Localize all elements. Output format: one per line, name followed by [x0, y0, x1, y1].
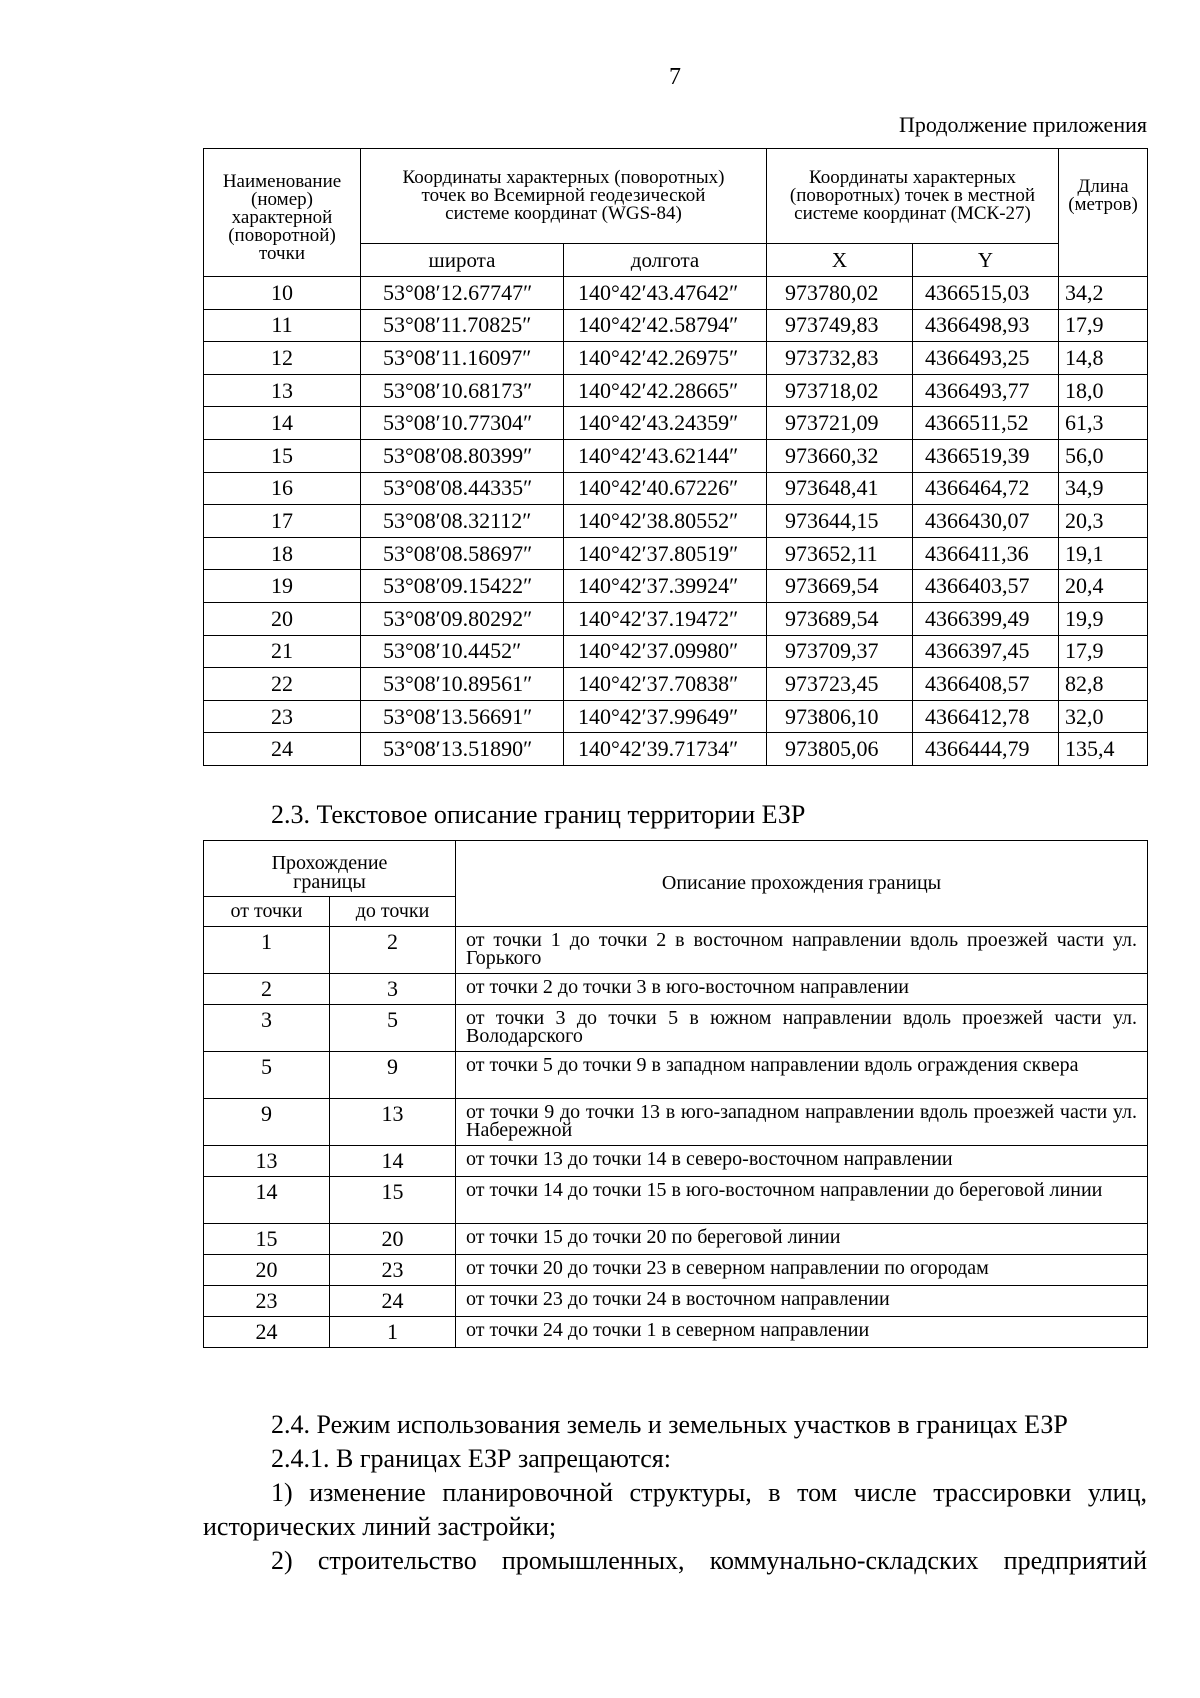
to-point-cell: 14: [330, 1146, 456, 1177]
boundary-row: [204, 1286, 1148, 1317]
header-wgs: Координаты характерных (поворотных) точек во Всемирной геодезической системе координат (WGS-84): [361, 149, 767, 244]
y-cell: 4366412,78: [913, 700, 1059, 733]
boundary-row: [204, 974, 1148, 1005]
coord-row: [204, 668, 1148, 701]
latitude-cell: 53°08′08.44335″: [361, 472, 564, 505]
header-passage: Прохождение границы: [204, 841, 456, 897]
boundary-row: [204, 1177, 1148, 1224]
length-cell: 19,9: [1059, 602, 1148, 635]
from-point-cell: 3: [204, 1005, 330, 1052]
to-point-cell: 3: [330, 974, 456, 1005]
from-point-cell: 15: [204, 1224, 330, 1255]
coord-row: [204, 277, 1148, 310]
latitude-cell: 53°08′08.80399″: [361, 439, 564, 472]
latitude-cell: 53°08′09.80292″: [361, 602, 564, 635]
boundary-description-cell: от точки 9 до точки 13 в юго-западном направлении вдоль проезжей части ул. Набережной: [456, 1099, 1148, 1146]
coord-row: [204, 602, 1148, 635]
longitude-cell: 140°42′37.39924″: [564, 570, 767, 603]
section-2-4-1-heading: 2.4.1. В границах ЕЗР запрещаются:: [271, 1444, 671, 1473]
boundary-description-cell: от точки 13 до точки 14 в северо-восточном направлении: [456, 1146, 1148, 1177]
length-cell: 19,1: [1059, 537, 1148, 570]
longitude-cell: 140°42′39.71734″: [564, 733, 767, 766]
point-number: 19: [204, 570, 361, 603]
y-cell: 4366511,52: [913, 407, 1059, 440]
boundary-row: [204, 1005, 1148, 1052]
to-point-cell: 1: [330, 1317, 456, 1348]
y-cell: 4366444,79: [913, 733, 1059, 766]
y-cell: 4366399,49: [913, 602, 1059, 635]
longitude-cell: 140°42′37.19472″: [564, 602, 767, 635]
point-number: 23: [204, 700, 361, 733]
latitude-cell: 53°08′10.89561″: [361, 668, 564, 701]
header-from: от точки: [204, 897, 330, 927]
y-cell: 4366498,93: [913, 309, 1059, 342]
header-msk: Координаты характерных (поворотных) точек в местной системе координат (МСК-27): [767, 149, 1059, 244]
from-point-cell: 24: [204, 1317, 330, 1348]
latitude-cell: 53°08′08.58697″: [361, 537, 564, 570]
longitude-cell: 140°42′38.80552″: [564, 505, 767, 538]
coordinates-table-body: [204, 277, 1148, 766]
point-number: 21: [204, 635, 361, 668]
point-number: 18: [204, 537, 361, 570]
to-point-cell: 24: [330, 1286, 456, 1317]
coord-row: [204, 505, 1148, 538]
header-to: до точки: [330, 897, 456, 927]
latitude-cell: 53°08′11.70825″: [361, 309, 564, 342]
to-point-cell: 2: [330, 927, 456, 974]
boundary-description-cell: от точки 24 до точки 1 в северном направлении: [456, 1317, 1148, 1348]
longitude-cell: 140°42′42.58794″: [564, 309, 767, 342]
to-point-cell: 13: [330, 1099, 456, 1146]
y-cell: 4366408,57: [913, 668, 1059, 701]
from-point-cell: 9: [204, 1099, 330, 1146]
boundary-row: [204, 927, 1148, 974]
latitude-cell: 53°08′11.16097″: [361, 342, 564, 375]
latitude-cell: 53°08′08.32112″: [361, 505, 564, 538]
point-number: 16: [204, 472, 361, 505]
latitude-cell: 53°08′13.51890″: [361, 733, 564, 766]
to-point-cell: 5: [330, 1005, 456, 1052]
header-description: Описание прохождения границы: [456, 841, 1148, 927]
y-cell: 4366519,39: [913, 439, 1059, 472]
length-cell: 14,8: [1059, 342, 1148, 375]
length-cell: 32,0: [1059, 700, 1148, 733]
longitude-cell: 140°42′37.80519″: [564, 537, 767, 570]
point-number: 10: [204, 277, 361, 310]
longitude-cell: 140°42′42.28665″: [564, 374, 767, 407]
latitude-cell: 53°08′13.56691″: [361, 700, 564, 733]
longitude-cell: 140°42′37.09980″: [564, 635, 767, 668]
coord-row: [204, 570, 1148, 603]
coord-row: [204, 700, 1148, 733]
header-x: X: [767, 244, 913, 277]
prohibition-item-2: 2) строительство промышленных, коммунально-складских предприятий: [271, 1546, 1147, 1575]
length-cell: 34,2: [1059, 277, 1148, 310]
boundary-description-cell: от точки 14 до точки 15 в юго-восточном направлении до береговой линии: [456, 1177, 1148, 1224]
boundary-row: [204, 1255, 1148, 1286]
length-cell: 17,9: [1059, 309, 1148, 342]
latitude-cell: 53°08′12.67747″: [361, 277, 564, 310]
boundary-description-cell: от точки 3 до точки 5 в южном направлении вдоль проезжей части ул. Володарского: [456, 1005, 1148, 1052]
boundary-description-cell: от точки 2 до точки 3 в юго-восточном направлении: [456, 974, 1148, 1005]
y-cell: 4366464,72: [913, 472, 1059, 505]
length-cell: 20,3: [1059, 505, 1148, 538]
header-length: Длина (метров): [1059, 149, 1148, 277]
x-cell: 973689,54: [767, 602, 913, 635]
longitude-cell: 140°42′43.62144″: [564, 439, 767, 472]
from-point-cell: 2: [204, 974, 330, 1005]
page-number: 7: [669, 64, 681, 90]
coord-row: [204, 472, 1148, 505]
x-cell: 973806,10: [767, 700, 913, 733]
x-cell: 973669,54: [767, 570, 913, 603]
x-cell: 973732,83: [767, 342, 913, 375]
y-cell: 4366493,25: [913, 342, 1059, 375]
x-cell: 973723,45: [767, 668, 913, 701]
from-point-cell: 1: [204, 927, 330, 974]
coord-row: [204, 439, 1148, 472]
from-point-cell: 13: [204, 1146, 330, 1177]
length-cell: 56,0: [1059, 439, 1148, 472]
boundary-description-cell: от точки 1 до точки 2 в восточном направлении вдоль проезжей части ул. Горького: [456, 927, 1148, 974]
coord-row: [204, 407, 1148, 440]
boundary-row: [204, 1224, 1148, 1255]
coord-row: [204, 309, 1148, 342]
point-number: 15: [204, 439, 361, 472]
length-cell: 82,8: [1059, 668, 1148, 701]
continuation-label: Продолжение приложения: [899, 112, 1147, 137]
point-number: 24: [204, 733, 361, 766]
x-cell: 973721,09: [767, 407, 913, 440]
y-cell: 4366403,57: [913, 570, 1059, 603]
from-point-cell: 14: [204, 1177, 330, 1224]
longitude-cell: 140°42′37.99649″: [564, 700, 767, 733]
header-point-name: Наименование (номер) характерной (поворотной) точки: [204, 149, 361, 277]
longitude-cell: 140°42′43.24359″: [564, 407, 767, 440]
header-lon: долгота: [564, 244, 767, 277]
section-2-3-heading: 2.3. Текстовое описание границ территории ЕЗР: [271, 800, 806, 829]
latitude-cell: 53°08′10.68173″: [361, 374, 564, 407]
boundary-description-cell: от точки 20 до точки 23 в северном направлении по огородам: [456, 1255, 1148, 1286]
header-y: Y: [913, 244, 1059, 277]
x-cell: 973805,06: [767, 733, 913, 766]
length-cell: 34,9: [1059, 472, 1148, 505]
x-cell: 973718,02: [767, 374, 913, 407]
boundary-row: [204, 1052, 1148, 1099]
x-cell: 973749,83: [767, 309, 913, 342]
x-cell: 973660,32: [767, 439, 913, 472]
boundary-row: [204, 1146, 1148, 1177]
y-cell: 4366430,07: [913, 505, 1059, 538]
x-cell: 973780,02: [767, 277, 913, 310]
boundary-description-cell: от точки 5 до точки 9 в западном направлении вдоль ограждения сквера: [456, 1052, 1148, 1099]
y-cell: 4366493,77: [913, 374, 1059, 407]
longitude-cell: 140°42′43.47642″: [564, 277, 767, 310]
to-point-cell: 15: [330, 1177, 456, 1224]
coordinates-table: [203, 148, 1148, 766]
point-number: 17: [204, 505, 361, 538]
length-cell: 61,3: [1059, 407, 1148, 440]
to-point-cell: 20: [330, 1224, 456, 1255]
length-cell: 18,0: [1059, 374, 1148, 407]
x-cell: 973709,37: [767, 635, 913, 668]
prohibition-item-1: 1) изменение планировочной структуры, в том числе трассировки улиц, исторических линий застройки;: [203, 1478, 1147, 1541]
section-2-4-heading: 2.4. Режим использования земель и земельных участков в границах ЕЗР: [271, 1410, 1068, 1439]
y-cell: 4366411,36: [913, 537, 1059, 570]
x-cell: 973648,41: [767, 472, 913, 505]
point-number: 20: [204, 602, 361, 635]
to-point-cell: 9: [330, 1052, 456, 1099]
boundary-description-cell: от точки 23 до точки 24 в восточном направлении: [456, 1286, 1148, 1317]
coord-row: [204, 342, 1148, 375]
coord-row: [204, 733, 1148, 766]
longitude-cell: 140°42′37.70838″: [564, 668, 767, 701]
boundary-description-cell: от точки 15 до точки 20 по береговой линии: [456, 1224, 1148, 1255]
boundary-row: [204, 1099, 1148, 1146]
from-point-cell: 23: [204, 1286, 330, 1317]
latitude-cell: 53°08′10.4452″: [361, 635, 564, 668]
point-number: 11: [204, 309, 361, 342]
boundary-row: [204, 1317, 1148, 1348]
latitude-cell: 53°08′09.15422″: [361, 570, 564, 603]
length-cell: 20,4: [1059, 570, 1148, 603]
latitude-cell: 53°08′10.77304″: [361, 407, 564, 440]
header-lat: широта: [361, 244, 564, 277]
point-number: 13: [204, 374, 361, 407]
y-cell: 4366397,45: [913, 635, 1059, 668]
longitude-cell: 140°42′40.67226″: [564, 472, 767, 505]
to-point-cell: 23: [330, 1255, 456, 1286]
from-point-cell: 20: [204, 1255, 330, 1286]
point-number: 12: [204, 342, 361, 375]
point-number: 14: [204, 407, 361, 440]
y-cell: 4366515,03: [913, 277, 1059, 310]
length-cell: 17,9: [1059, 635, 1148, 668]
boundary-table-body: [204, 927, 1148, 1348]
length-cell: 135,4: [1059, 733, 1148, 766]
boundary-description-table: [203, 840, 1148, 1348]
coord-row: [204, 537, 1148, 570]
coord-row: [204, 635, 1148, 668]
longitude-cell: 140°42′42.26975″: [564, 342, 767, 375]
point-number: 22: [204, 668, 361, 701]
x-cell: 973652,11: [767, 537, 913, 570]
coord-row: [204, 374, 1148, 407]
from-point-cell: 5: [204, 1052, 330, 1099]
x-cell: 973644,15: [767, 505, 913, 538]
